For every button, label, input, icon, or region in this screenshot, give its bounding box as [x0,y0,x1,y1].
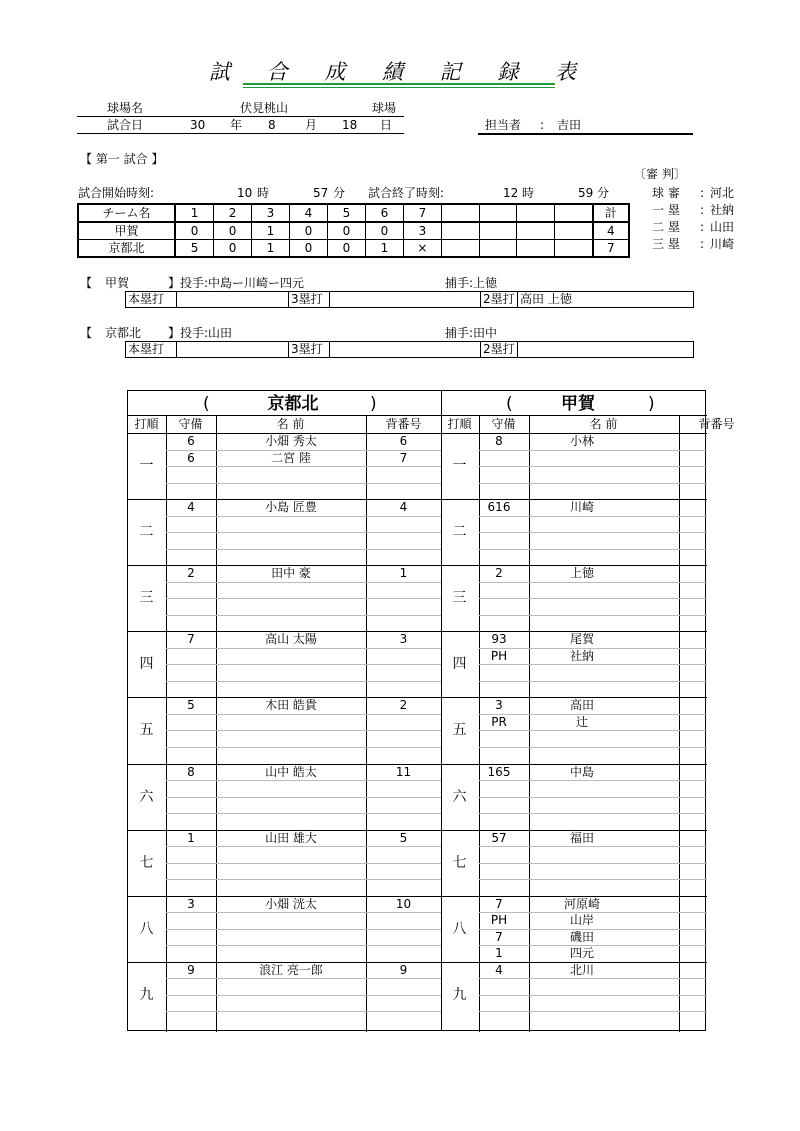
right-batting-order: 七 [452,854,467,871]
right-batting-order: 五 [452,722,467,739]
umpire-sep: : [700,203,705,217]
umpire-position: 一 塁 [652,203,680,217]
sub-line [479,532,707,533]
player-number: 1 [399,566,408,581]
inning-header: 計 [593,204,629,222]
right-header-number: 背番号 [698,417,735,431]
player-position: 2 [187,566,195,581]
player-name: 山中 皓太 [265,764,317,779]
sub-line [166,466,441,467]
player-name: 山田 雄大 [265,830,317,845]
end-min: 59 [578,186,594,200]
inning-score: 0 [327,240,365,258]
sub-line [166,549,441,550]
player-position: 5 [187,698,195,713]
catcher: 捕手:上徳 [445,276,498,290]
start-hour-unit: 時 [257,186,270,200]
team-bracket-open: 【 [80,326,93,340]
right-header-order: 打順 [447,417,472,431]
sub-line [166,615,441,616]
player-name: 小畑 洸太 [265,896,317,911]
sub-line [166,598,441,599]
sub-line [166,995,441,996]
sub-line [166,978,441,979]
inning-header: 5 [327,204,365,222]
sub-line [479,549,707,550]
right-batting-order: 二 [452,524,467,541]
inning-score: 1 [252,222,290,240]
player-position: 2 [495,566,503,581]
inning-score: 0 [289,240,327,258]
sub-line [479,598,707,599]
sub-line [479,483,707,484]
team-name: 京都北 [105,326,142,340]
right-batting-order: 四 [452,656,467,673]
start-min: 57 [313,186,329,200]
home-run-label: 本塁打 [128,342,165,356]
umpire-name: 河北 [710,186,735,200]
umpire-name: 社納 [710,203,735,217]
player-name: 北川 [569,962,594,977]
double-label: 2塁打 [480,342,519,357]
inning-score: 0 [214,240,252,258]
person-label: 担当者 [485,118,522,132]
player-position: 57 [491,830,507,845]
umpire-name: 山田 [710,220,735,234]
player-name: 川崎 [569,500,594,515]
sub-line [166,863,441,864]
title-underline [243,83,555,85]
player-position: 1 [187,830,195,845]
end-min-unit: 分 [597,186,610,200]
person-underline [478,133,693,135]
end-label: 試合終了時刻: [368,186,445,200]
inning-header [517,204,555,222]
sub-line [166,714,441,715]
team-name: 甲賀 [105,276,130,290]
player-number: 5 [399,830,408,845]
sub-line [166,780,441,781]
inning-header [479,204,517,222]
player-name: 小林 [569,434,594,448]
date-year: 30 [190,118,206,132]
inning-header: 4 [289,204,327,222]
sub-line [166,532,441,533]
umpires-header: 〔審 判〕 [634,167,686,181]
left-header-number: 背番号 [385,417,422,431]
inning-score [479,240,517,258]
player-position: 1 [495,946,503,961]
double-value: 高田 上徳 [517,292,690,307]
team-col-header: チーム名 [78,204,175,222]
player-position: 7 [187,632,195,647]
player-name: 木田 皓貴 [265,698,317,713]
sub-line [166,516,441,517]
triple-label: 3塁打 [288,342,331,357]
player-position: 8 [187,764,195,779]
inning-score: 3 [403,222,441,240]
player-number: 11 [395,764,412,779]
scoreboard-row [78,240,629,258]
venue-name: 伏見桃山 [240,101,289,115]
player-name: 高田 [569,698,594,713]
date-month-unit: 月 [305,118,318,132]
inning-score: 1 [252,240,290,258]
left-batting-order: 九 [139,986,154,1003]
sub-line [166,929,441,930]
player-number: 4 [399,500,408,515]
inning-score [441,222,479,240]
inning-score: 5 [175,240,213,258]
date-label: 試合日 [107,118,144,132]
player-name: 尾賀 [569,632,594,647]
sub-line [479,863,707,864]
sub-line [479,879,707,880]
sub-line [166,582,441,583]
umpire-name: 川崎 [710,237,735,251]
double-value [517,342,690,357]
extra-base-hits-box [125,341,694,358]
player-name: 四元 [569,946,594,961]
left-team-open: ( [203,394,210,414]
player-name: 小畑 秀太 [265,434,317,448]
date-month: 8 [268,118,276,132]
player-position: PR [491,714,507,729]
sub-line [479,516,707,517]
lineup-table [127,390,735,1031]
triple-value [329,342,482,357]
inning-score: 0 [214,222,252,240]
sub-line [166,681,441,682]
venue-label: 球場名 [107,101,144,115]
player-position: 9 [187,962,195,977]
home-run-label: 本塁打 [128,292,165,306]
person-name: 吉田 [557,118,582,132]
sub-line [166,483,441,484]
venue-suffix: 球場 [372,101,397,115]
inning-score [517,240,555,258]
player-number: 6 [399,434,408,448]
sub-line [166,797,441,798]
start-hour: 10 [237,186,253,200]
right-header-name: 名 前 [589,417,618,431]
inning-header: 7 [403,204,441,222]
inning-header [555,204,593,222]
player-number: 10 [395,896,412,911]
left-batting-order: 八 [139,920,154,937]
end-hour: 12 [503,186,519,200]
inning-score [441,240,479,258]
title-underline-2 [243,87,555,88]
player-name: 社納 [569,648,594,663]
left-team-close: ) [370,394,377,414]
sub-line [479,978,707,979]
left-batting-order: 六 [139,788,154,805]
player-position: 3 [495,698,503,713]
inning-score: × [403,240,441,258]
player-name: 高山 太陽 [265,632,317,647]
right-header-pos: 守備 [491,417,516,431]
right-team-name: 甲賀 [561,394,595,414]
inning-score: 0 [289,222,327,240]
player-position: 8 [495,434,503,448]
pitchers: 投手:山田 [180,326,233,340]
player-number: 2 [399,698,408,713]
date-underline [77,133,404,134]
team-bracket-open: 【 [80,276,93,290]
inning-header: 3 [252,204,290,222]
sub-line [479,846,707,847]
sub-line [479,813,707,814]
player-position: 7 [495,896,503,911]
inning-score: 7 [593,240,629,258]
start-min-unit: 分 [333,186,346,200]
sub-line [166,912,441,913]
column-divider [679,416,680,1032]
team-bracket-close: 】 [168,326,181,340]
player-name: 辻 [575,714,588,729]
home-run-value [176,342,289,357]
sub-line [479,466,707,467]
player-position: PH [490,913,508,928]
inning-score: 4 [593,222,629,240]
player-number: 9 [399,962,408,977]
end-hour-unit: 時 [522,186,535,200]
home-run-value [176,292,289,307]
right-team-open: ( [506,394,513,414]
person-sep: : [540,118,545,132]
player-name: 二宮 陸 [271,450,311,465]
left-batting-order: 一 [139,458,154,475]
left-batting-order: 五 [139,722,154,739]
left-batting-order: 七 [139,854,154,871]
player-number: 3 [399,632,408,647]
scoreboard-row [78,222,629,240]
sub-line [166,846,441,847]
pitchers: 投手:中島ー川崎ー四元 [180,276,305,290]
umpire-sep: : [700,186,705,200]
date-day: 18 [342,118,358,132]
inning-header: 6 [365,204,403,222]
player-position: 6 [187,434,195,448]
extra-base-hits-box [125,291,694,308]
inning-score [479,222,517,240]
sub-line [479,681,707,682]
venue-underline [77,116,404,117]
player-position: 93 [491,632,507,647]
player-position: 3 [187,896,195,911]
player-name: 福田 [569,830,594,845]
inning-header: 1 [175,204,213,222]
sub-line [479,615,707,616]
inning-score: 1 [365,240,403,258]
left-header-name: 名 前 [276,417,305,431]
inning-score [517,222,555,240]
sub-line [166,879,441,880]
umpire-position: 三 塁 [652,237,680,251]
umpire-position: 二 塁 [652,220,680,234]
sub-line [166,648,441,649]
player-position: PH [490,648,508,663]
sub-line [166,747,441,748]
date-day-unit: 日 [380,118,393,132]
inning-score: 0 [175,222,213,240]
sub-line [166,730,441,731]
right-batting-order: 六 [452,788,467,805]
inning-header [441,204,479,222]
right-batting-order: 三 [452,590,467,607]
player-name: 山岸 [569,913,594,928]
sub-line [479,1011,707,1012]
sub-line [479,747,707,748]
player-position: 6 [187,450,195,465]
player-position: 616 [487,500,511,515]
right-batting-order: 一 [452,458,467,475]
team-header-divider [128,415,707,416]
left-header-order: 打順 [134,417,159,431]
sub-line [479,450,707,451]
team-name: 甲賀 [78,222,175,240]
triple-label: 3塁打 [288,292,331,307]
scoreboard-header [78,204,629,222]
player-name: 上徳 [569,566,594,581]
page-title: 試 合 成 績 記 録 表 [208,60,592,84]
sub-line [479,582,707,583]
right-batting-order: 八 [452,920,467,937]
sub-line [479,995,707,996]
team-name: 京都北 [78,240,175,258]
sub-line [479,664,707,665]
double-label: 2塁打 [480,292,519,307]
player-position: 4 [187,500,195,515]
right-batting-order: 九 [452,986,467,1003]
right-team-close: ) [648,394,655,414]
sub-line [166,813,441,814]
sub-line [479,730,707,731]
player-position: 7 [495,929,503,944]
sub-line [166,664,441,665]
team-bracket-close: 】 [168,276,181,290]
player-name: 河原崎 [563,896,600,911]
left-team-name: 京都北 [267,394,319,414]
inning-score [555,240,593,258]
game-label: 【 第一 試合 】 [80,152,164,166]
sub-line [479,780,707,781]
player-name: 田中 豪 [271,566,311,581]
player-position: 165 [487,764,511,779]
scoreboard [77,203,630,258]
sub-line [479,797,707,798]
umpire-sep: : [700,237,705,251]
umpire-sep: : [700,220,705,234]
player-name: 小島 匠豊 [265,500,317,515]
left-header-pos: 守備 [178,417,203,431]
sub-line [166,945,441,946]
player-name: 浪江 亮一郎 [259,962,323,977]
inning-score: 0 [365,222,403,240]
left-batting-order: 二 [139,524,154,541]
date-year-unit: 年 [230,118,243,132]
inning-header: 2 [214,204,252,222]
player-name: 中島 [569,764,594,779]
inning-score [555,222,593,240]
triple-value [329,292,482,307]
umpire-position: 球 審 [652,186,680,200]
inning-score: 0 [327,222,365,240]
sub-line [166,1011,441,1012]
player-number: 7 [399,450,408,465]
player-position: 4 [495,962,503,977]
player-name: 磯田 [569,929,594,944]
catcher: 捕手:田中 [445,326,498,340]
left-batting-order: 四 [139,656,154,673]
start-label: 試合開始時刻: [78,186,155,200]
left-batting-order: 三 [139,590,154,607]
